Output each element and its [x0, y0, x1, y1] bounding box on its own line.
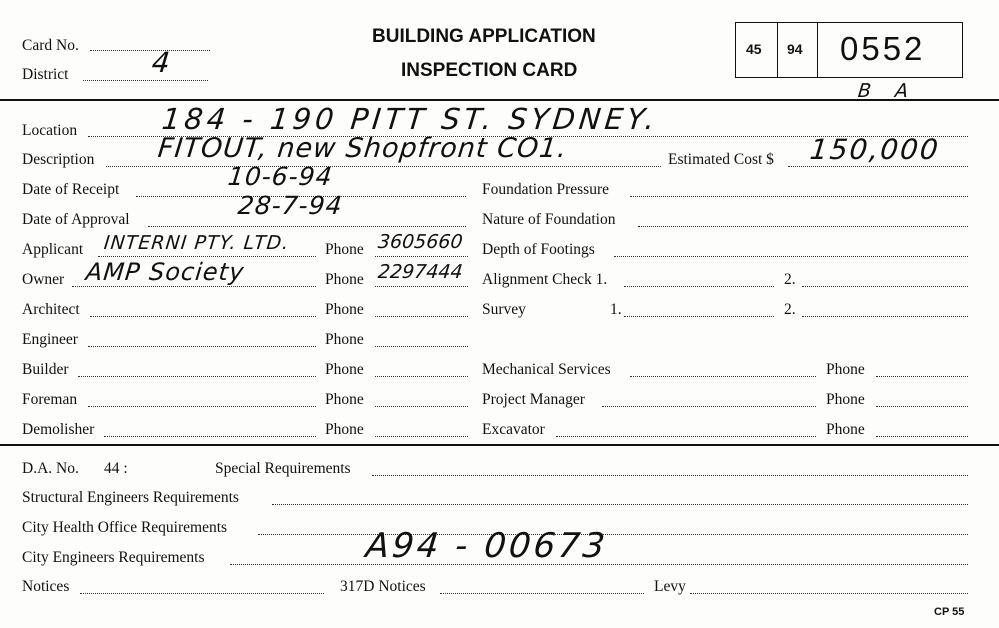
applicant-phone-line — [375, 256, 468, 257]
applicant-value: INTERNI PTY. LTD. — [102, 232, 291, 254]
owner-phone-line — [375, 286, 468, 287]
alignment-check-two-label: 2. — [784, 271, 796, 288]
alignment-check-line-1 — [624, 286, 774, 287]
applicant-line — [98, 256, 316, 257]
survey-one-label: 1. — [610, 301, 622, 318]
survey-line-1 — [624, 316, 774, 317]
demolisher-line — [104, 436, 316, 437]
applicant-phone-label: Phone — [325, 241, 364, 258]
demolisher-phone-label: Phone — [325, 421, 364, 438]
district-label: District — [22, 66, 69, 83]
location-label: Location — [22, 122, 78, 139]
city-engineers-value: A94 - 00673 — [363, 526, 610, 566]
project-manager-line — [602, 406, 816, 407]
architect-line — [90, 316, 316, 317]
date-receipt-label: Date of Receipt — [22, 181, 120, 198]
box-cell-1-value: 45 — [746, 41, 762, 57]
health-label: City Health Office Requirements — [22, 519, 228, 536]
survey-label: Survey — [482, 301, 526, 318]
excavator-phone-label: Phone — [826, 421, 865, 438]
box-annotation: B A — [856, 80, 919, 102]
structural-line — [272, 504, 968, 505]
body-divider — [0, 444, 999, 446]
health-line — [258, 534, 968, 535]
owner-value: AMP Society — [84, 258, 246, 286]
builder-phone-line — [375, 376, 468, 377]
estimated-cost-value: 150,000 — [808, 133, 942, 166]
date-approval-value: 28-7-94 — [236, 191, 345, 220]
header-divider — [0, 99, 999, 101]
box-cell-2-value: 94 — [787, 41, 803, 57]
nature-foundation-line — [638, 226, 968, 227]
builder-phone-label: Phone — [325, 361, 364, 378]
notices-line — [80, 593, 324, 594]
alignment-check-line-2 — [802, 286, 968, 287]
foreman-phone-label: Phone — [325, 391, 364, 408]
location-value: 184 - 190 PITT ST. SYDNEY. — [160, 102, 661, 136]
mechanical-label: Mechanical Services — [482, 361, 611, 378]
depth-footings-label: Depth of Footings — [482, 241, 595, 258]
estimated-cost-line — [788, 166, 968, 167]
mechanical-phone-line — [876, 376, 968, 377]
notices-317d-label: 317D Notices — [340, 578, 426, 595]
alignment-check-label: Alignment Check 1. — [482, 271, 608, 288]
structural-label: Structural Engineers Requirements — [22, 489, 239, 506]
builder-line — [78, 376, 316, 377]
special-requirements-label: Special Requirements — [215, 460, 351, 477]
notices-label: Notices — [22, 578, 70, 595]
district-value: 4 — [150, 46, 173, 79]
date-approval-line — [148, 226, 466, 227]
survey-two-label: 2. — [784, 301, 796, 318]
card-number-box — [735, 22, 963, 78]
city-engineers-label: City Engineers Requirements — [22, 549, 205, 566]
applicant-label: Applicant — [22, 241, 84, 258]
da-no-value: 44 : — [104, 460, 128, 477]
title-line1: BUILDING APPLICATION — [372, 26, 596, 47]
card-no-label: Card No. — [22, 37, 79, 54]
owner-phone-value: 2297444 — [376, 261, 464, 283]
foundation-pressure-line — [630, 196, 968, 197]
special-requirements-line — [372, 475, 968, 476]
card-no-line — [90, 50, 210, 51]
architect-phone-line — [375, 316, 468, 317]
notices-317d-line — [440, 593, 644, 594]
depth-footings-line — [614, 256, 968, 257]
levy-label: Levy — [654, 578, 686, 595]
project-manager-label: Project Manager — [482, 391, 585, 408]
foreman-line — [88, 406, 316, 407]
description-line — [106, 166, 661, 167]
mechanical-phone-label: Phone — [826, 361, 865, 378]
architect-phone-label: Phone — [325, 301, 364, 318]
description-label: Description — [22, 151, 95, 168]
da-no-label: D.A. No. — [22, 460, 79, 477]
description-value: FITOUT, new Shopfront CO1. — [156, 133, 569, 164]
excavator-phone-line — [876, 436, 968, 437]
project-manager-phone-label: Phone — [826, 391, 865, 408]
foreman-phone-line — [375, 406, 468, 407]
estimated-cost-label: Estimated Cost $ — [668, 151, 774, 168]
district-line — [83, 80, 208, 81]
engineer-line — [88, 346, 316, 347]
project-manager-phone-line — [876, 406, 968, 407]
architect-label: Architect — [22, 301, 80, 318]
excavator-line — [556, 436, 816, 437]
date-receipt-value: 10-6-94 — [226, 162, 335, 191]
mechanical-line — [630, 376, 816, 377]
engineer-phone-line — [375, 346, 468, 347]
builder-label: Builder — [22, 361, 69, 378]
foreman-label: Foreman — [22, 391, 78, 408]
engineer-phone-label: Phone — [325, 331, 364, 348]
owner-phone-label: Phone — [325, 271, 364, 288]
engineer-label: Engineer — [22, 331, 78, 348]
levy-line — [690, 593, 968, 594]
date-approval-label: Date of Approval — [22, 211, 130, 228]
demolisher-label: Demolisher — [22, 421, 95, 438]
foundation-pressure-label: Foundation Pressure — [482, 181, 610, 198]
title-line2: INSPECTION CARD — [401, 60, 578, 81]
applicant-phone-value: 3605660 — [376, 231, 464, 253]
nature-foundation-label: Nature of Foundation — [482, 211, 616, 228]
owner-label: Owner — [22, 271, 65, 288]
survey-line-2 — [802, 316, 968, 317]
excavator-label: Excavator — [482, 421, 545, 438]
card-number: 0552 — [840, 30, 926, 67]
footer-code: CP 55 — [934, 606, 965, 618]
demolisher-phone-line — [375, 436, 468, 437]
owner-line — [72, 286, 316, 287]
